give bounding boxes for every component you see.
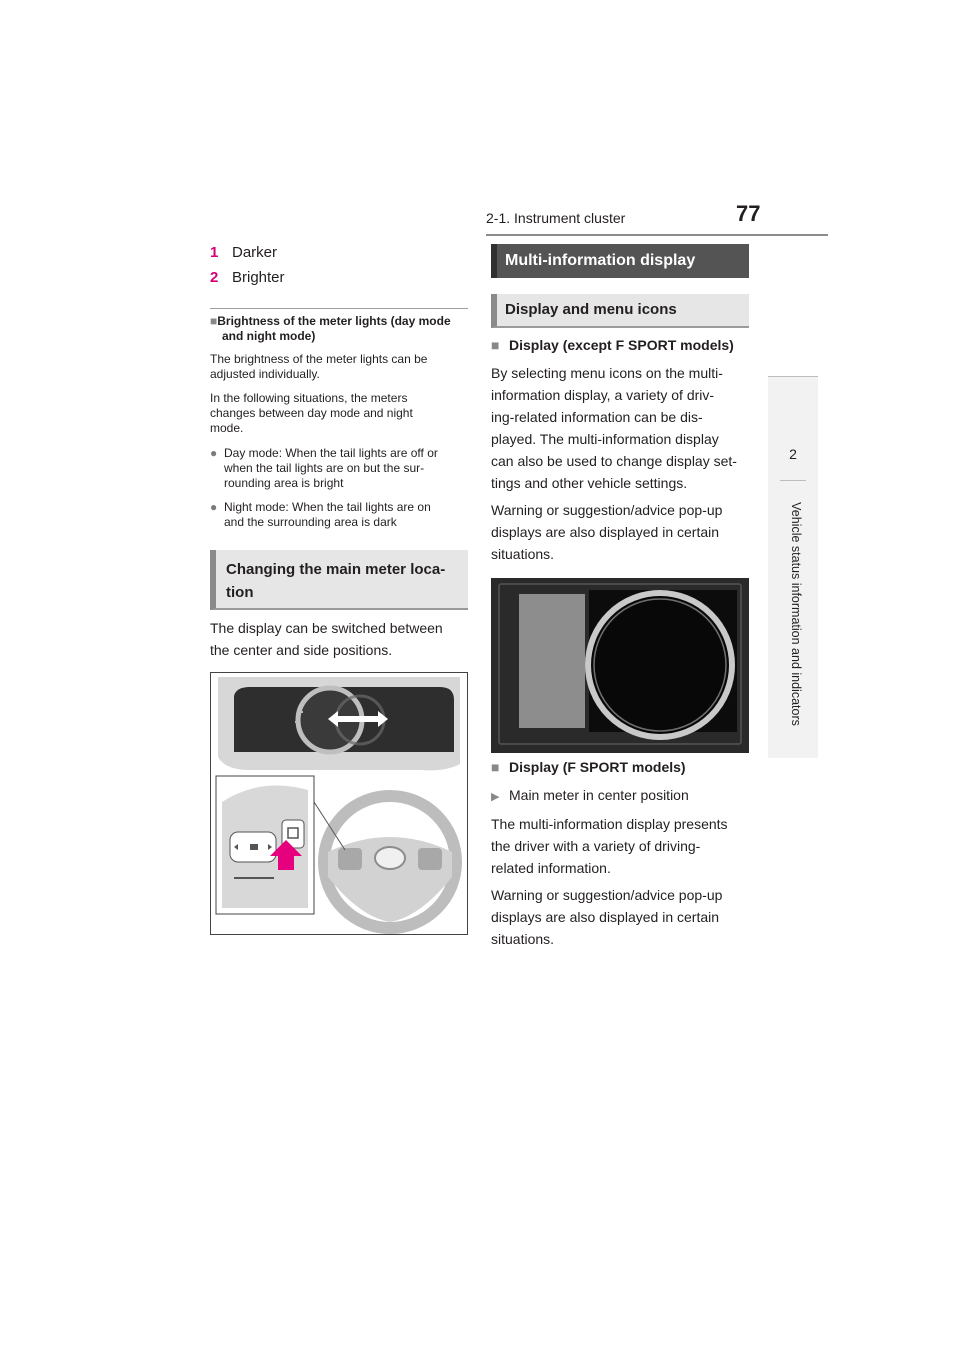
multi-information-display-illustration [491, 578, 749, 753]
note-paragraph [210, 352, 468, 382]
note-title-line: Brightness of the meter lights (day mode [217, 314, 451, 328]
subsubheading-center-position [491, 787, 689, 803]
bullet-day-mode [210, 446, 476, 491]
heading-text: Display (except F SPORT models) [509, 337, 734, 353]
text-line: when the tail lights are on but the sur- [224, 461, 425, 475]
text-line: information display, a variety of driv- [491, 387, 715, 403]
right-switch-pad [418, 848, 442, 870]
chapter-tab-border [768, 376, 818, 377]
heading-line: Changing the main meter loca- [226, 561, 446, 578]
text-line: related information. [491, 860, 611, 876]
text-line: Day mode: When the tail lights are off or [224, 446, 438, 460]
text-line: changes between day mode and night [210, 406, 413, 420]
text-line: The brightness of the meter lights can be [210, 352, 428, 366]
text-line: adjusted individually. [210, 367, 320, 381]
heading-text: Display and menu icons [505, 301, 677, 318]
subheading-display-except-fsport [491, 337, 734, 353]
note-paragraph [210, 391, 468, 436]
running-header: 2-1. Instrument cluster [486, 210, 626, 226]
text-line: and the surrounding area is dark [224, 515, 397, 529]
header-rule [486, 234, 828, 236]
text-line: the center and side positions. [210, 642, 393, 658]
text-line: displays are also displayed in certain [491, 524, 720, 540]
heading-text: Multi-information display [505, 252, 696, 269]
step-label: Darker [232, 244, 278, 261]
multi-information-panel [519, 594, 585, 728]
text-line: situations. [491, 931, 555, 947]
display-fsport-paragraph-1 [491, 813, 749, 879]
heading-text: Display (F SPORT models) [509, 759, 686, 775]
left-switch-pad [338, 848, 362, 870]
heading-text: Main meter in center position [509, 787, 689, 803]
display-except-paragraph-2 [491, 499, 749, 565]
text-line: ing-related information can be dis- [491, 409, 703, 425]
text-line: can also be used to change display set- [491, 453, 737, 469]
section-heading-display-menu-icons [491, 294, 749, 328]
subheading-display-fsport [491, 759, 686, 775]
section-heading-multi-information-display [491, 244, 749, 278]
heading-line: tion [226, 584, 254, 601]
text-line: rounding area is bright [224, 476, 344, 490]
step-number: 1 [210, 244, 219, 261]
note-title [210, 314, 468, 344]
section-heading-change-location [210, 550, 468, 610]
text-line: displays are also displayed in certain [491, 909, 720, 925]
note-title-line: and night mode) [222, 329, 316, 343]
text-line: In the following situations, the meters [210, 391, 408, 405]
meter-location-illustration [210, 672, 468, 935]
text-line: the driver with a variety of driving- [491, 838, 701, 854]
bullet-night-mode [210, 500, 476, 530]
chapter-number: 2 [789, 446, 797, 462]
chapter-tab-divider [780, 480, 806, 481]
text-line: The display can be switched between [210, 620, 443, 636]
bullet-dot-icon: ● [210, 446, 218, 460]
meter-ring-icon [588, 593, 732, 737]
step-darker [210, 244, 277, 261]
text-line: situations. [491, 546, 555, 562]
square-marker-icon: ■ [210, 314, 218, 328]
step-number: 2 [210, 269, 219, 286]
text-line: mode. [210, 421, 244, 435]
chapter-title: Vehicle status information and indicators [789, 502, 803, 726]
text-line: Warning or suggestion/advice pop-up [491, 502, 723, 518]
text-line: By selecting menu icons on the multi- [491, 365, 723, 381]
text-line: Warning or suggestion/advice pop-up [491, 887, 723, 903]
step-label: Brighter [232, 269, 285, 286]
text-line: Night mode: When the tail lights are on [224, 500, 431, 514]
ok-button-icon [250, 844, 258, 850]
text-line: The multi-information display presents [491, 816, 728, 832]
text-line: played. The multi-information display [491, 431, 719, 447]
square-marker-icon: ■ [491, 337, 500, 353]
page-number: 77 [736, 201, 761, 226]
note-rule [210, 308, 468, 309]
step-brighter [210, 269, 285, 286]
display-fsport-paragraph-2 [491, 884, 749, 950]
brand-emblem-icon [375, 847, 405, 869]
triangle-marker-icon: ▶ [491, 791, 500, 803]
bullet-dot-icon: ● [210, 500, 218, 514]
display-except-paragraph-1 [491, 362, 749, 494]
square-marker-icon: ■ [491, 759, 500, 775]
change-location-text [210, 617, 468, 661]
text-line: tings and other vehicle settings. [491, 475, 688, 491]
